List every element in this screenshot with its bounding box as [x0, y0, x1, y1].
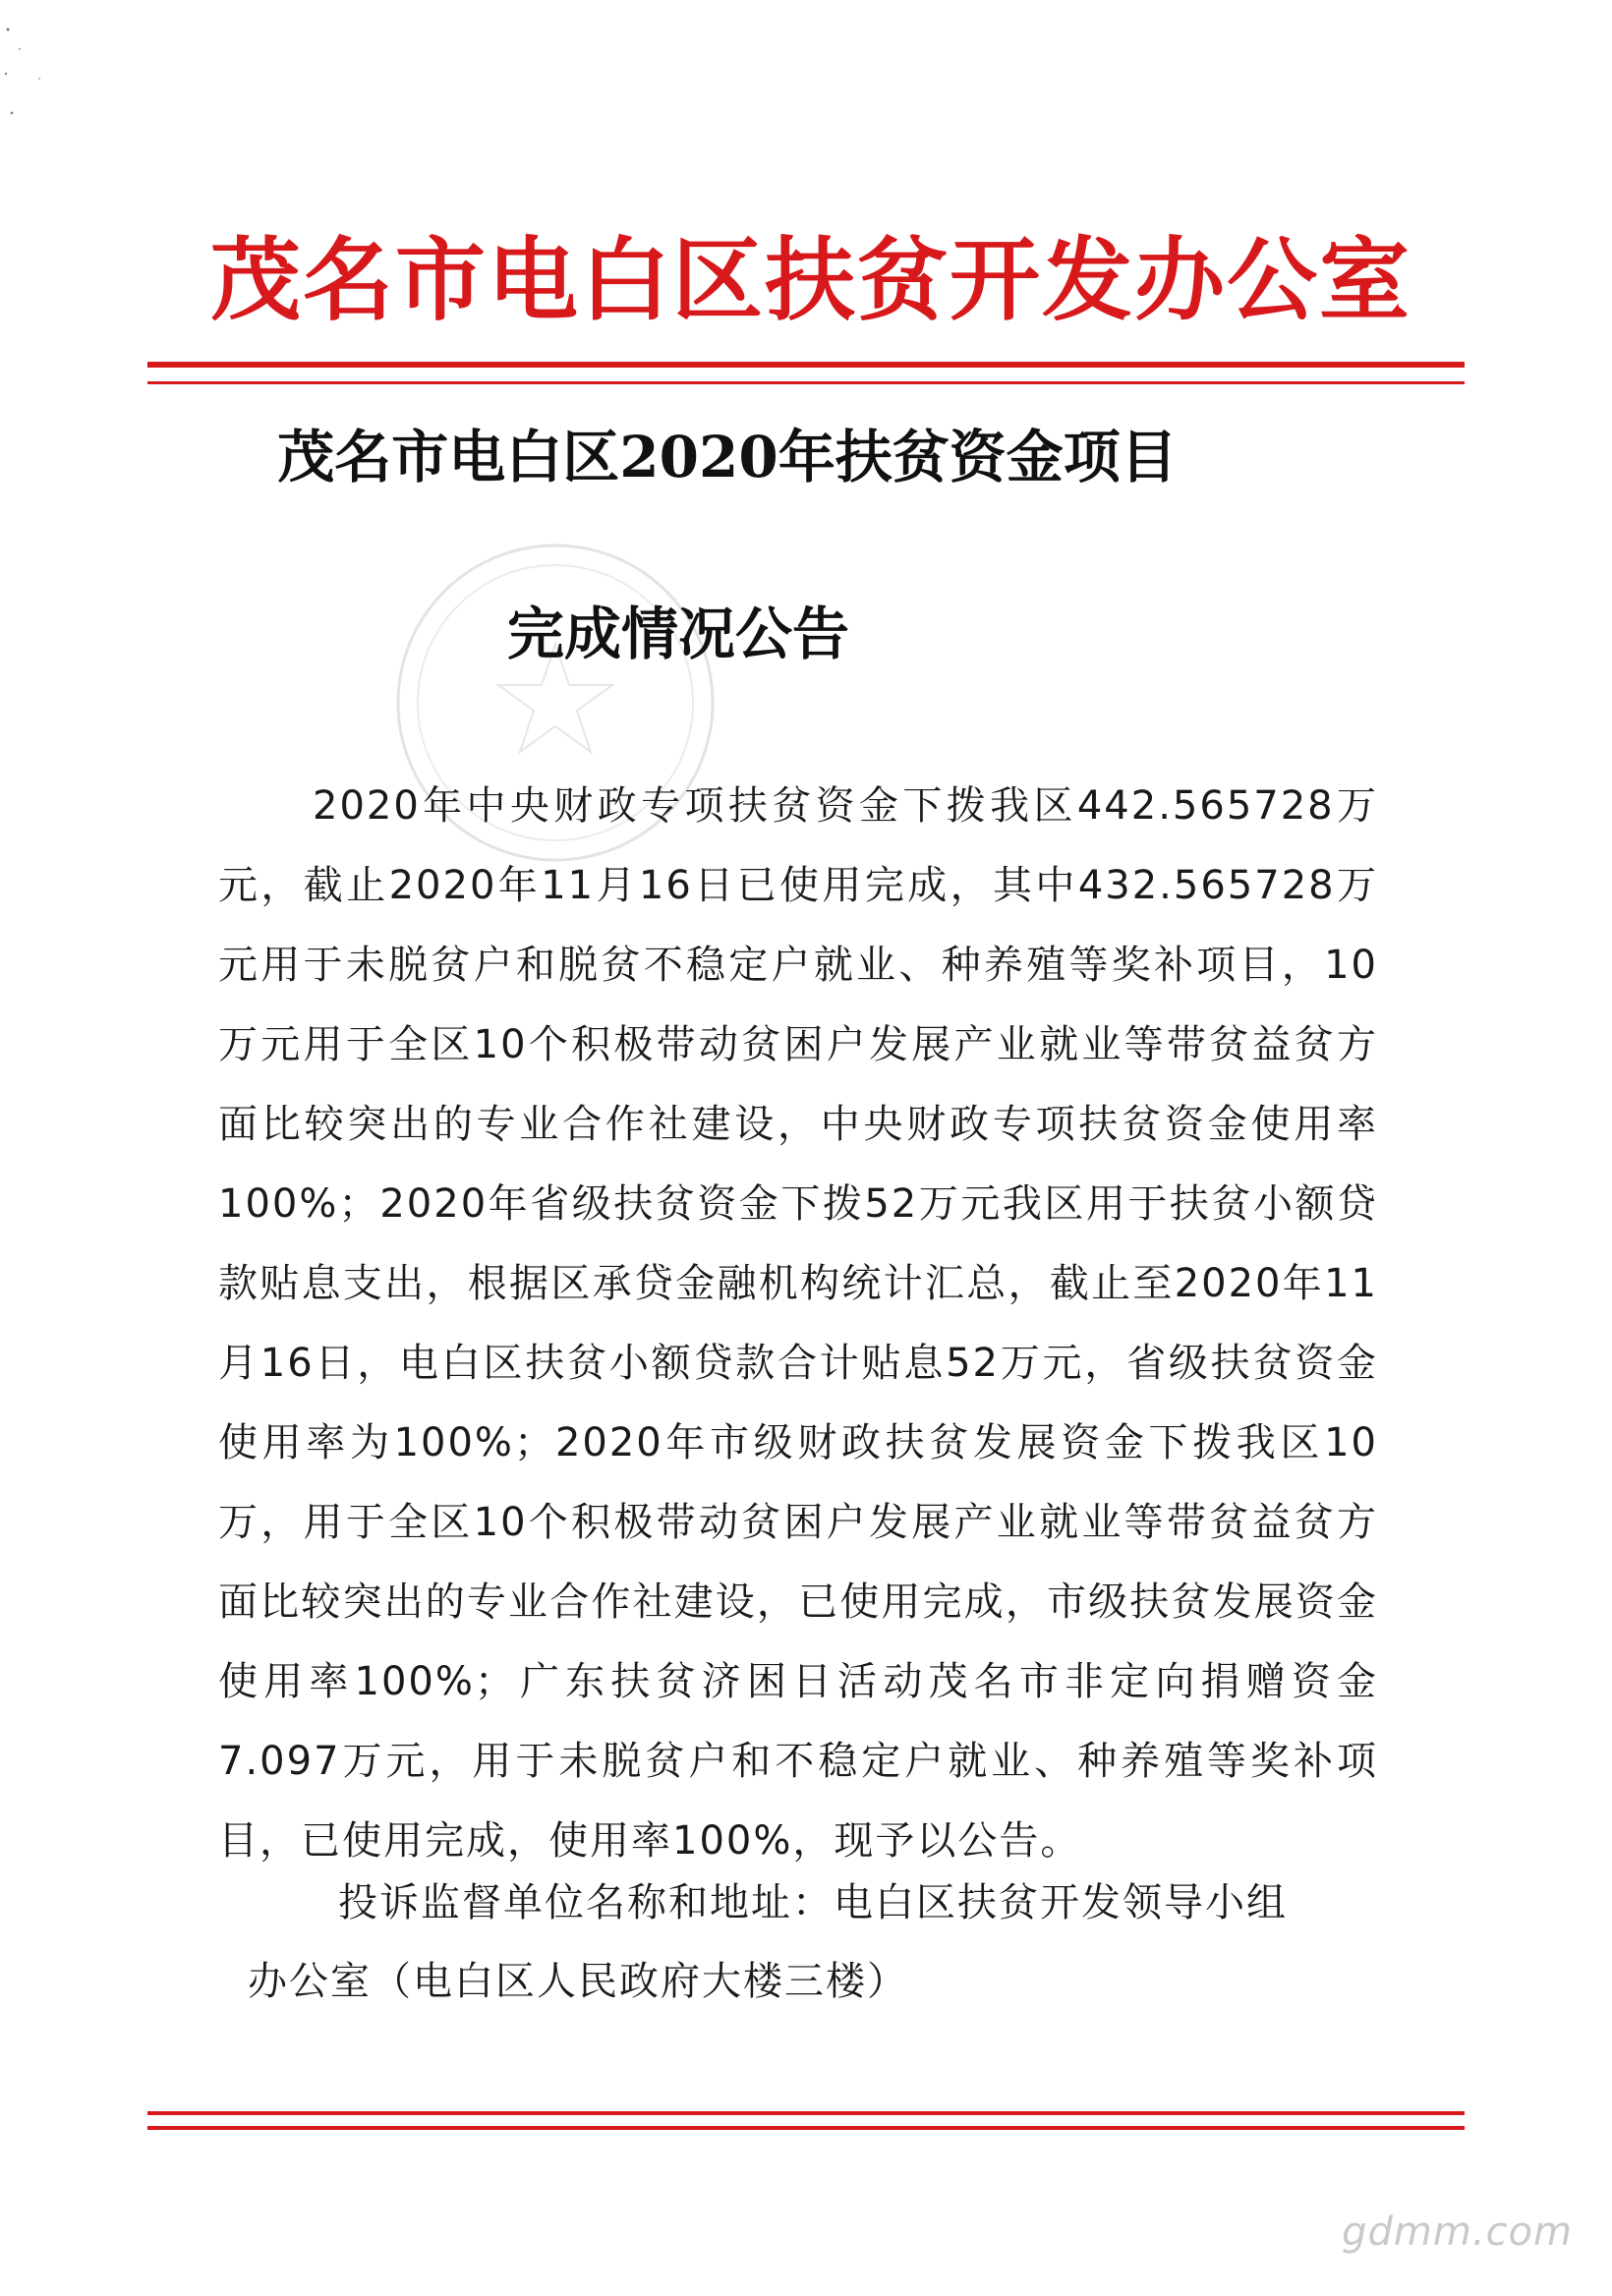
footer-rule-upper [147, 2111, 1465, 2115]
notice-title-line2: 完成情况公告 [506, 601, 849, 667]
notice-title-line1: 茂名市电白区2020年扶贫资金项目 [277, 424, 1178, 490]
contact-line-2: 办公室（电白区人民政府大楼三楼） [248, 1959, 908, 2004]
office-masthead: 茂名市电白区扶贫开发办公室 [209, 227, 1411, 333]
masthead-rule-thick [147, 362, 1465, 368]
site-watermark: gdmm.com [1342, 2210, 1573, 2255]
footer-rule-lower [147, 2126, 1465, 2130]
scan-speckles [0, 20, 59, 128]
notice-body-paragraph: 2020年中央财政专项扶贫资金下拨我区442.565728万元，截止2020年11月16日已使用完成，其中432.565728万元用于未脱贫户和脱贫不稳定户就业、种养殖等奖补项目，10万元用于全区10个积极带动贫困户发展产业就业等带贫益贫方面比较突出的专业合作社建设，中央财政专项扶贫资金使用率100%；2020年省级扶贫资金下拨52万元我区用于扶贫小额贷款贴息支出，根据区承贷金融机构统计汇总，截止至2020年11月16日，电白区扶贫小额贷款合计贴息52万元，省级扶贫资金使用率为100%；2020年市级财政扶贫发展资金下拨我区10万，用于全区10个积极带动贫困户发展产业就业等带贫益贫方面比较突出的专业合作社建设，已使用完成，市级扶贫发展资金使用率100%；广东扶贫济困日活动茂名市非定向捐赠资金7.097万元，用于未脱贫户和不稳定户就业、种养殖等奖补项目，已使用完成，使用率100%，现予以公告。 [218, 783, 1378, 1864]
masthead-rule-thin [147, 381, 1465, 384]
complaint-contact [218, 1864, 1358, 2021]
contact-line-1: 投诉监督单位名称和地址：电白区扶贫开发领导小组 [338, 1880, 1288, 1925]
